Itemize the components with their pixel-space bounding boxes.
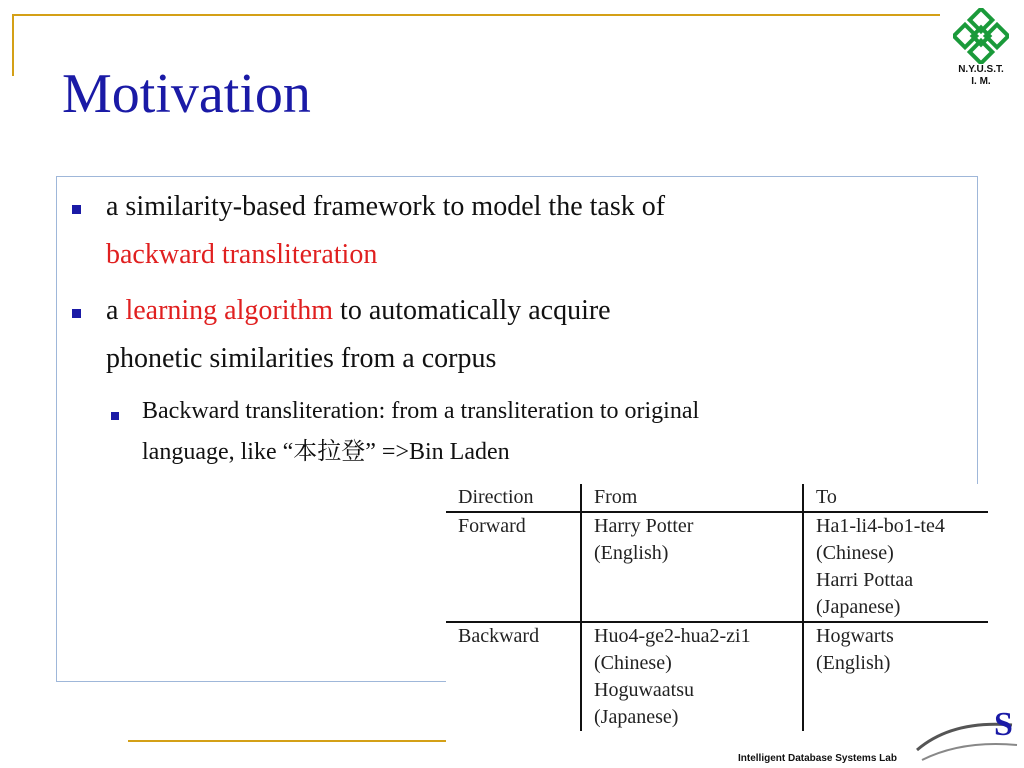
header-direction: Direction — [446, 484, 581, 512]
sub-bullet-line-2: language, like “本拉登” =>Bin Laden — [142, 439, 510, 465]
bullet-2-post: to automatically acquire — [333, 295, 611, 326]
table-header-row — [446, 484, 988, 512]
cell-direction: Backward — [446, 622, 581, 731]
bullet-marker-icon — [72, 205, 81, 214]
footer-lab-name: Intelligent Database Systems Lab — [738, 753, 897, 764]
bullet-1-highlight: backward transliteration — [106, 239, 378, 270]
bullet-2-line-2: phonetic similarities from a corpus — [106, 343, 497, 374]
cell-line: (Chinese) — [594, 652, 672, 674]
sub-bullet-line-1: Backward transliteration: from a transliteration to original — [142, 398, 700, 424]
sub-bullet-marker-icon — [111, 412, 119, 420]
slide-title: Motivation — [62, 63, 311, 125]
nyust-logo-icon — [953, 8, 1009, 64]
cell-line: (English) — [816, 652, 891, 674]
cell-line: (Chinese) — [816, 542, 894, 564]
cell-line: Ha1-li4-bo1-te4 — [816, 515, 945, 537]
frame-bottom-line — [128, 740, 446, 742]
cell-to — [803, 512, 988, 622]
table-row — [446, 512, 988, 622]
cell-line: (Japanese) — [816, 596, 901, 618]
cell-line: (Japanese) — [594, 706, 679, 728]
cell-line: Harry Potter — [594, 515, 694, 537]
transliteration-table — [446, 484, 988, 736]
cell-from — [581, 622, 803, 731]
cell-line: (English) — [594, 542, 669, 564]
bullet-marker-icon — [72, 309, 81, 318]
header-from: From — [581, 484, 803, 512]
cell-line: Hoguwaatsu — [594, 679, 694, 701]
table-row — [446, 622, 988, 731]
bullet-2-pre: a — [106, 295, 126, 326]
header-to: To — [803, 484, 988, 512]
cell-line: Hogwarts — [816, 625, 894, 647]
cell-line: Huo4-ge2-hua2-zi1 — [594, 625, 751, 647]
bullet-1-line-1: a similarity-based framework to model the task of — [106, 191, 666, 222]
cell-from — [581, 512, 803, 622]
lab-logo-icon — [912, 705, 1024, 768]
bullet-2-highlight: learning algorithm — [125, 295, 334, 326]
logo-text-line2: I. M. — [971, 76, 991, 87]
university-logo — [945, 8, 1017, 88]
bullet-2-line-1 — [106, 293, 611, 329]
svg-text:S: S — [994, 706, 1013, 743]
frame-top-line — [12, 14, 940, 16]
logo-text-line1: N.Y.U.S.T. — [958, 64, 1004, 75]
frame-left-line — [12, 14, 14, 76]
cell-direction: Forward — [446, 512, 581, 622]
cell-line: Harri Pottaa — [816, 569, 914, 591]
